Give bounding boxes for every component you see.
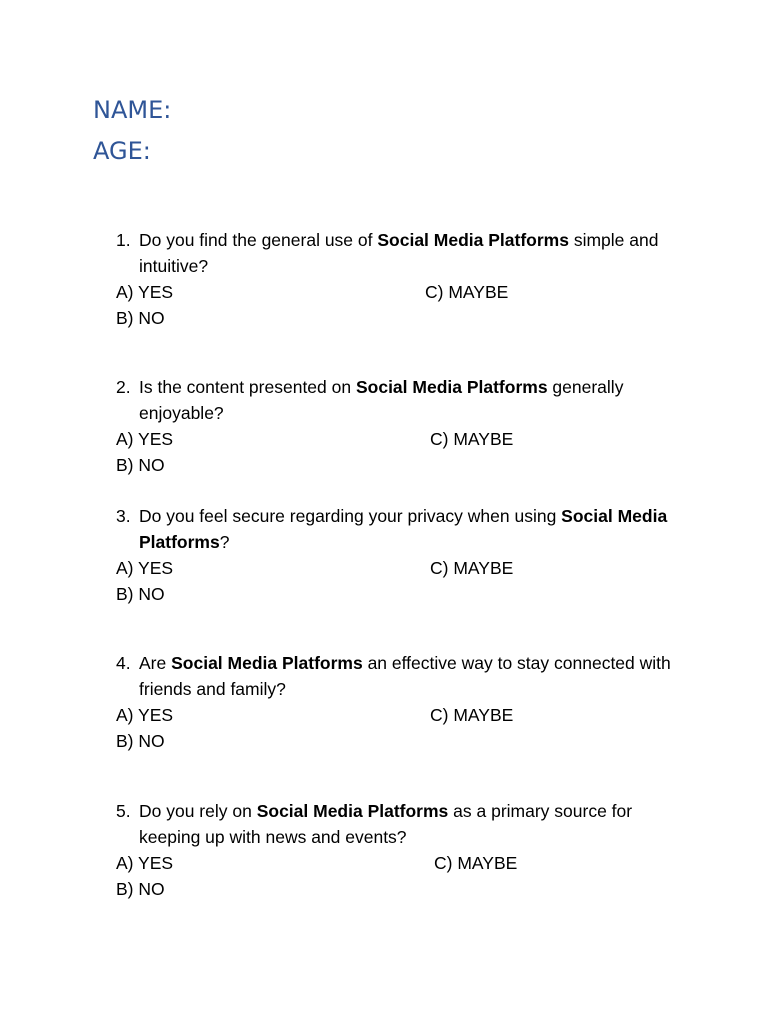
name-label: NAME: (93, 96, 172, 124)
question-number: 2. (116, 377, 131, 397)
option-no[interactable]: B) NO (116, 731, 165, 751)
age-label: AGE: (93, 137, 151, 165)
question-3 (116, 503, 676, 607)
question-text: Are Social Media Platforms an effective way to stay connected with friends and family? (139, 653, 671, 699)
option-yes[interactable]: A) YES (116, 282, 174, 302)
option-no[interactable]: B) NO (116, 308, 165, 328)
question-emphasis: Social Media Platforms (139, 506, 668, 552)
question-emphasis: Social Media Platforms (377, 230, 569, 250)
question-text: Do you rely on Social Media Platforms as a primary source for keeping up with news and events? (139, 801, 633, 847)
question-emphasis: Social Media Platforms (355, 377, 548, 397)
question-number: 1. (116, 230, 131, 250)
option-yes[interactable]: A) YES (116, 429, 174, 449)
option-no[interactable]: B) NO (116, 584, 165, 604)
question-text: Do you feel secure regarding your privacy when using Social Media Platforms? (139, 506, 668, 552)
option-no[interactable]: B) NO (116, 455, 165, 475)
question-number: 3. (116, 506, 131, 526)
question-number: 4. (116, 653, 131, 673)
option-yes[interactable]: A) YES (116, 558, 174, 578)
option-yes[interactable]: A) YES (116, 705, 174, 725)
option-maybe[interactable]: C) MAYBE (430, 705, 514, 725)
option-no[interactable]: B) NO (116, 879, 165, 899)
option-yes[interactable]: A) YES (116, 853, 174, 873)
question-1 (116, 227, 676, 331)
question-emphasis: Social Media Platforms (256, 801, 449, 821)
option-maybe[interactable]: C) MAYBE (430, 429, 514, 449)
question-text: Do you find the general use of Social Media Platforms simple and intuitive? (139, 230, 659, 276)
option-maybe[interactable]: C) MAYBE (430, 558, 514, 578)
option-maybe[interactable]: C) MAYBE (425, 282, 509, 302)
question-text: Is the content presented on Social Media Platforms generally enjoyable? (139, 377, 624, 423)
option-maybe[interactable]: C) MAYBE (434, 853, 518, 873)
question-5 (116, 798, 676, 902)
question-number: 5. (116, 801, 131, 821)
question-4 (116, 650, 676, 754)
question-emphasis: Social Media Platforms (171, 653, 363, 673)
question-2 (116, 374, 676, 478)
